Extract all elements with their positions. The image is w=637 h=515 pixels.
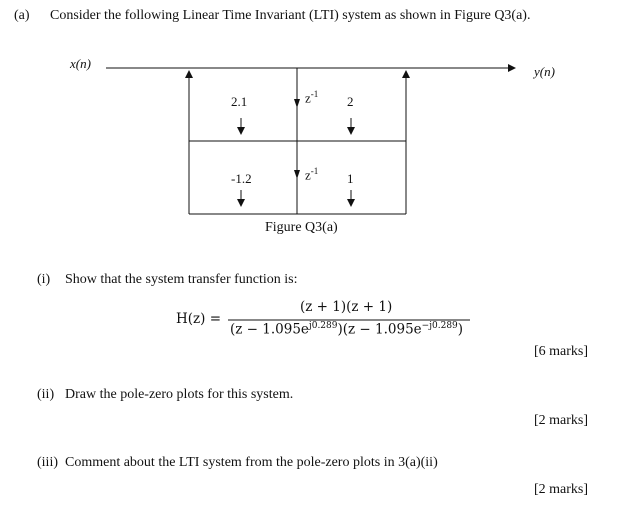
delay-2-arrow bbox=[294, 170, 300, 179]
delay-2-label: $z^{-1}$ bbox=[305, 166, 319, 183]
transfer-function-lhs: H(z) = bbox=[176, 311, 222, 327]
part-ii-text: Draw the pole-zero plots for this system. bbox=[65, 387, 294, 402]
transfer-function-denominator: $(z - 1.095e^{j0.289})(z - 1.095e^{-j0.289})$ bbox=[230, 321, 464, 338]
part-ii-marks: [2 marks] bbox=[534, 413, 589, 428]
output-label: y(n) bbox=[534, 64, 555, 79]
coef-a1: -1.2 bbox=[231, 171, 252, 186]
part-iii-marks: [2 marks] bbox=[534, 482, 589, 497]
question-intro: Consider the following Linear Time Invariant (LTI) system as shown in Figure Q3(a). bbox=[50, 8, 531, 23]
part-i-marks: [6 marks] bbox=[534, 344, 589, 359]
part-iii-text: Comment about the LTI system from the pole-zero plots in 3(a)(ii) bbox=[65, 455, 438, 470]
figure-caption: Figure Q3(a) bbox=[265, 220, 338, 235]
transfer-function-numerator: (z + 1)(z + 1) bbox=[300, 299, 393, 315]
delay-1-arrow bbox=[294, 99, 300, 108]
part-a-label: (a) bbox=[14, 8, 30, 23]
input-label: x(n) bbox=[70, 56, 91, 71]
coef-b1: 2 bbox=[347, 94, 354, 109]
coef-a2: 1 bbox=[347, 171, 354, 186]
delay-1-label: $z^{-1}$ bbox=[305, 89, 319, 106]
part-ii-label: (ii) bbox=[37, 387, 55, 402]
part-i-text: Show that the system transfer function is: bbox=[65, 272, 298, 287]
part-iii-label: (iii) bbox=[37, 455, 58, 470]
coef-b0: 2.1 bbox=[231, 94, 248, 109]
part-i-label: (i) bbox=[37, 272, 51, 287]
